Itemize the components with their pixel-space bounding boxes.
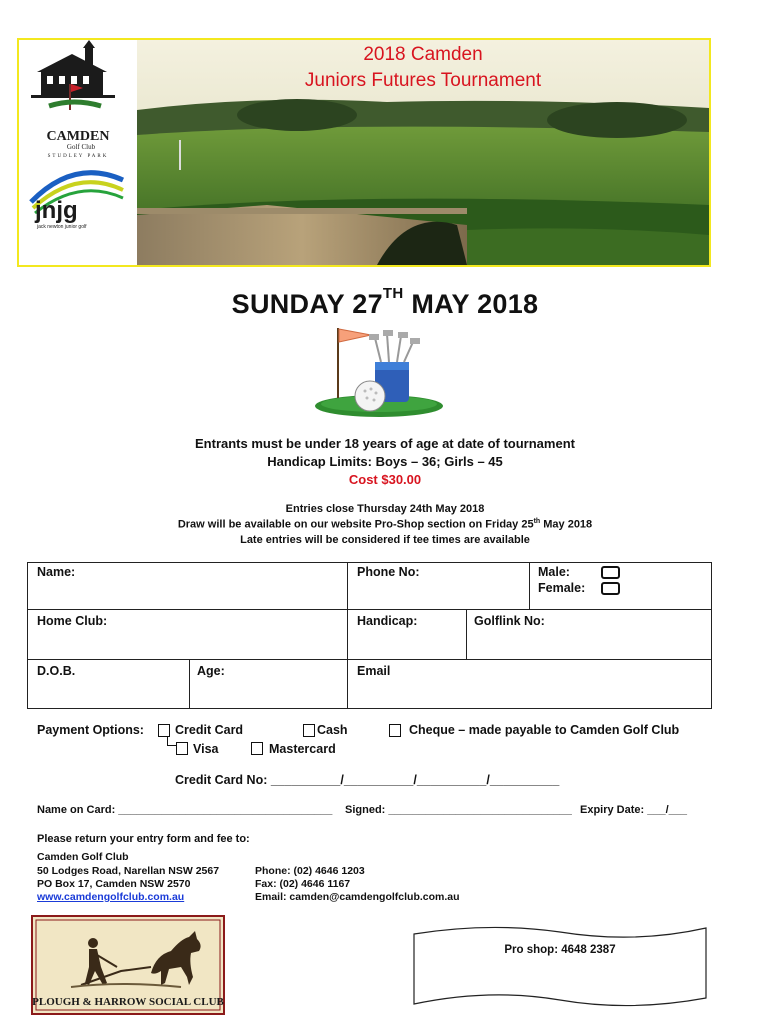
phone-field[interactable]: Phone No: — [357, 565, 420, 579]
age-requirement: Entrants must be under 18 years of age at date of tournament — [195, 436, 575, 451]
cash-option: Cash — [317, 723, 348, 737]
website-link[interactable]: www.camdengolfclub.com.au — [37, 891, 185, 903]
svg-text:STUDLEY PARK: STUDLEY PARK — [47, 154, 109, 159]
column-divider — [347, 562, 348, 709]
entries-close: Entries close Thursday 24th May 2018 — [285, 503, 485, 515]
camden-clubhouse-logo — [19, 40, 137, 265]
signature-field[interactable]: Signed: ______________________________ — [345, 804, 572, 816]
golf-bag-clipart — [313, 326, 446, 418]
postal-address: PO Box 17, Camden NSW 2570 — [37, 878, 191, 890]
handicap-limits: Handicap Limits: Boys – 36; Girls – 45 — [267, 454, 503, 469]
event-date-heading: SUNDAY 27TH MAY 2018 — [231, 285, 539, 319]
name-on-card-field[interactable]: Name on Card: ___________________________________ — [37, 804, 333, 816]
visa-option: Visa — [193, 742, 219, 756]
payment-options-label: Payment Options: — [37, 723, 144, 737]
club-name: Camden Golf Club — [37, 851, 129, 863]
cash-checkbox[interactable] — [303, 724, 315, 737]
logo-panel — [19, 40, 137, 265]
jnjg-logo-text: jnjg — [35, 197, 78, 224]
credit-card-option: Credit Card — [175, 723, 244, 737]
tournament-year-title: 2018 Camden — [363, 44, 483, 65]
svg-text:jack newton junior golf: jack newton junior golf — [37, 224, 87, 230]
mastercard-checkbox[interactable] — [251, 742, 263, 755]
email-field[interactable]: Email — [357, 664, 391, 678]
cheque-checkbox[interactable] — [389, 724, 401, 737]
plough-harrow-logo-text: PLOUGH & HARROW SOCIAL CLUB — [32, 996, 224, 1008]
column-divider — [466, 609, 467, 659]
return-instructions: Please return your entry form and fee to: — [37, 833, 250, 845]
camden-logo-text: CAMDEN — [46, 129, 110, 144]
female-checkbox[interactable] — [601, 582, 620, 595]
email-address: Email: camden@camdengolfclub.com.au — [255, 891, 460, 903]
expiry-date-field[interactable]: Expiry Date: ___/___ — [580, 804, 688, 816]
golflink-field[interactable]: Golflink No: — [474, 614, 545, 628]
draw-availability: Draw will be available on our website Pro-Shop section on Friday 25th May 2018 — [177, 518, 593, 531]
male-label: Male: — [538, 565, 570, 579]
pro-shop-phone: Pro shop: 4648 2387 — [504, 944, 616, 956]
phone-number: Phone: (02) 4646 1203 — [255, 865, 365, 877]
row-divider — [27, 609, 712, 610]
handicap-field[interactable]: Handicap: — [357, 614, 418, 628]
street-address: 50 Lodges Road, Narellan NSW 2567 — [37, 865, 220, 877]
cheque-option: Cheque – made payable to Camden Golf Club — [409, 723, 680, 737]
credit-card-checkbox[interactable] — [158, 724, 170, 737]
tournament-name-title: Juniors Futures Tournament — [304, 70, 542, 91]
plough-harrow-logo — [31, 915, 225, 1015]
dob-field[interactable]: D.O.B. — [37, 664, 76, 678]
name-field[interactable]: Name: — [37, 565, 76, 579]
svg-text:Golf Club: Golf Club — [66, 143, 96, 151]
column-divider — [189, 659, 190, 709]
pro-shop-banner — [410, 920, 710, 1010]
visa-checkbox[interactable] — [176, 742, 188, 755]
male-checkbox[interactable] — [601, 566, 620, 579]
fax-number: Fax: (02) 4646 1167 — [255, 878, 351, 890]
sub-option-connector — [167, 737, 176, 746]
entry-cost: Cost $30.00 — [348, 472, 422, 487]
late-entries-note: Late entries will be considered if tee times are available — [240, 534, 530, 546]
column-divider — [529, 562, 530, 609]
row-divider — [27, 659, 712, 660]
credit-card-number-field[interactable]: Credit Card No: __________/__________/__________/__________ — [175, 773, 560, 787]
age-field[interactable]: Age: — [197, 664, 225, 678]
mastercard-option: Mastercard — [269, 742, 336, 756]
female-label: Female: — [538, 581, 586, 595]
home-club-field[interactable]: Home Club: — [37, 614, 108, 628]
